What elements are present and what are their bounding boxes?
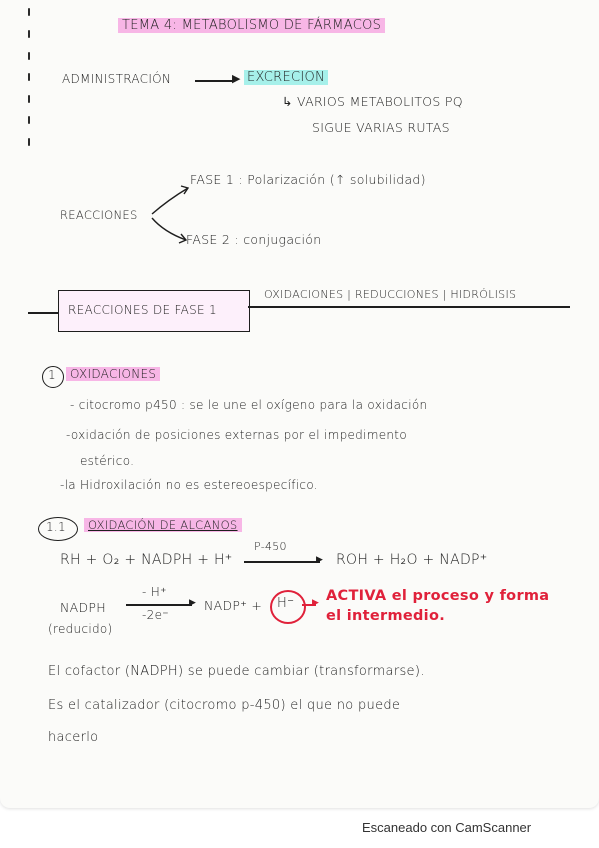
- nadph-label: NADPH: [60, 600, 106, 615]
- reaction-arrow: [244, 561, 320, 563]
- reacciones-label: REACCIONES: [60, 208, 138, 222]
- equation-right: ROH + H₂O + NADP⁺: [336, 552, 488, 568]
- fase1-box-label: REACCIONES DE FASE 1: [68, 303, 217, 317]
- alcanos-heading: OXIDACIÓN DE ALCANOS: [84, 518, 242, 532]
- reaction-arrow: [126, 604, 192, 606]
- fase2-line: FASE 2 : conjugación: [186, 232, 322, 247]
- metabolitos-note: ↳ VARIOS METABOLITOS PQ: [282, 94, 463, 109]
- margin-mark: [28, 8, 30, 16]
- reducido-label: (reducido): [48, 622, 113, 636]
- bullet-esterico: estérico.: [80, 454, 135, 468]
- margin-mark: [28, 138, 30, 146]
- fase1-line: FASE 1 : Polarización (↑ solubilidad): [190, 172, 426, 187]
- arrow-head: ▶: [189, 598, 197, 608]
- oxidaciones-heading: OXIDACIONES: [66, 367, 160, 381]
- scanner-watermark: Escaneado con CamScanner: [362, 820, 532, 835]
- intermedio-note: el intermedio.: [326, 608, 446, 624]
- bullet-hidroxilacion: -la Hidroxilación no es estereoespecífico.: [60, 478, 318, 492]
- minus-h: - H⁺: [142, 585, 167, 599]
- excrecion-label: EXCRECION: [244, 70, 328, 85]
- margin-mark: [28, 52, 30, 60]
- divider: [248, 306, 570, 308]
- cofactor-line-3: hacerlo: [48, 730, 99, 745]
- page-title: TEMA 4: METABOLISMO DE FÁRMACOS: [118, 18, 385, 33]
- enzyme-label: P-450: [254, 540, 287, 553]
- bullet-citocromo: - citocromo p450 : se le une el oxígeno para la oxidación: [70, 398, 428, 412]
- equation-left: RH + O₂ + NADPH + H⁺: [60, 552, 233, 568]
- arrow: [195, 80, 235, 82]
- hydride-label: H⁻: [277, 596, 295, 611]
- margin-mark: [28, 30, 30, 38]
- arrow-head: ▶: [312, 598, 320, 608]
- rutas-note: SIGUE VARIAS RUTAS: [312, 120, 450, 135]
- arrow-head: ▶: [316, 555, 324, 565]
- cofactor-line-2: Es el catalizador (citocromo p-450) el que no puede: [48, 698, 401, 713]
- section-number: 1.1: [46, 520, 66, 534]
- arrow-head: ▶: [232, 72, 241, 85]
- bullet-posiciones: -oxidación de posiciones externas por el impedimento: [66, 428, 407, 442]
- margin-mark: [28, 73, 30, 81]
- section-number: 1: [48, 368, 56, 382]
- activa-note: ACTIVA el proceso y forma: [326, 588, 550, 604]
- fase1-types: OXIDACIONES | REDUCCIONES | HIDRÓLISIS: [264, 288, 517, 301]
- administracion-label: ADMINISTRACIÓN: [62, 72, 172, 86]
- margin-mark: [28, 116, 30, 124]
- divider: [28, 312, 58, 314]
- nadp-plus: NADP⁺ +: [204, 598, 263, 613]
- margin-mark: [28, 95, 30, 103]
- minus-2e: -2e⁻: [142, 608, 169, 622]
- cofactor-line-1: El cofactor (NADPH) se puede cambiar (transformarse).: [48, 664, 425, 679]
